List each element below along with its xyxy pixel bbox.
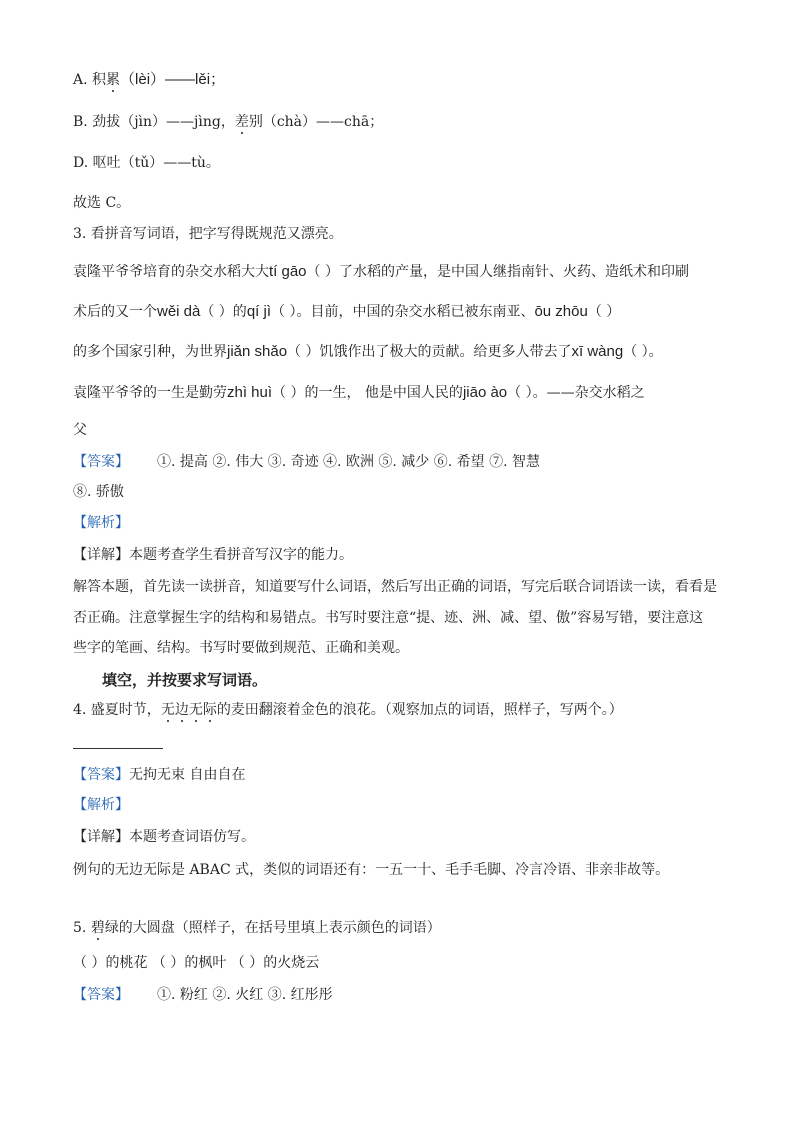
- q3-paragraph-line-3: [73, 342, 663, 362]
- option-d-line: D. 呕吐（tǔ）——tù。: [73, 155, 220, 171]
- answer-3-line: [73, 452, 540, 472]
- answer-5-text: ①. 粉红 ②. 火红 ③. 红彤彤: [157, 987, 333, 1003]
- answer-blank-line: [73, 748, 163, 749]
- section-heading: 填空，并按要求写词语。: [102, 671, 268, 689]
- q3-paragraph-line-1: [73, 262, 689, 282]
- option-a-post: （lèi）——lěi；: [120, 71, 226, 88]
- text: 的多个国家引种，为世界: [73, 344, 227, 360]
- explanation-line-2: 否正确。注意掌握生字的结构和易错点。书写时要注意“提、迹、洲、减、望、傲”容易写错，要注意这: [73, 610, 704, 626]
- text: （ ）。: [623, 344, 663, 360]
- text: （ ）。目前，中国的杂交水稻已被东南亚、: [271, 304, 535, 320]
- option-b-pre: B. 劲拔（jìn）——jìng，: [73, 114, 235, 130]
- dotted-char: 碧: [90, 920, 105, 936]
- pinyin: ōu zhōu: [534, 303, 588, 320]
- question-5-line: [73, 918, 441, 938]
- answer-label: 【答案】: [73, 767, 129, 783]
- conclusion-line: 故选 C。: [73, 195, 131, 211]
- pinyin: jiǎn shǎo: [227, 343, 288, 360]
- question-3-title: 3. 看拼音写词语，把字写得既规范又漂亮。: [73, 226, 343, 242]
- text: （ ）的: [200, 304, 247, 320]
- detail-2-line: [73, 827, 255, 847]
- option-b-line: [73, 112, 383, 132]
- answer-label: 【答案】: [73, 454, 129, 470]
- dotted-char: 边: [174, 702, 189, 718]
- dotted-char: 累: [106, 72, 121, 88]
- text: （ ）饥饿作出了极大的贡献。给更多人带去了: [287, 344, 572, 360]
- pinyin: jiāo ào: [462, 384, 508, 401]
- analysis-label-2: 【解析】: [73, 797, 129, 813]
- text: （ ）的一生， 他是中国人民的: [272, 385, 463, 401]
- text: （ ）: [587, 304, 621, 320]
- option-b-post: 别（chà）——chā；: [248, 114, 384, 130]
- answer-4-line: [73, 765, 245, 785]
- text: 的麦田翻滚着金色的浪花。（观察加点的词语，照样子，写两个。）: [216, 702, 623, 718]
- explanation-line-3: 些字的笔画、结构。书写时要做到规范、正确和美观。: [73, 640, 409, 656]
- answer-3-continued: ⑧. 骄傲: [73, 484, 124, 500]
- pinyin: wěi dà: [157, 303, 201, 320]
- text: （ ）。——杂交水稻之: [507, 385, 645, 401]
- text: 袁隆平爷爷的一生是勤劳: [73, 385, 227, 401]
- pinyin: xī wàng: [571, 343, 624, 360]
- q3-paragraph-line-2: [73, 302, 620, 322]
- dotted-char: 无: [160, 702, 175, 718]
- text: 4. 盛夏时节，: [73, 702, 161, 718]
- dotted-char: 际: [202, 702, 217, 718]
- text: 5.: [73, 920, 91, 936]
- detail-1-text: 本题考查学生看拼音写汉字的能力。: [129, 547, 353, 563]
- text: 术后的又一个: [73, 304, 157, 320]
- analysis-label-1: 【解析】: [73, 515, 129, 531]
- q3-paragraph-line-5: 父: [73, 422, 87, 438]
- pinyin: zhì huì: [227, 384, 273, 401]
- explanation-line-1: 解答本题，首先读一读拼音，知道要写什么词语，然后写出正确的词语，写完后联合词语读一读，看看是: [73, 579, 717, 595]
- q3-paragraph-line-4: [73, 383, 645, 403]
- question-4-line: [73, 700, 623, 720]
- answer-label: 【答案】: [73, 987, 129, 1003]
- detail-1-line: [73, 545, 353, 565]
- option-a-pre: A. 积: [73, 72, 107, 88]
- detail-label: 【详解】: [73, 829, 129, 845]
- dotted-char: 无: [188, 702, 203, 718]
- pinyin: tí gāo: [269, 263, 307, 280]
- text: 袁隆平爷爷培育的杂交水稻大大: [73, 264, 269, 280]
- question-5-blanks: （ ）的桃花 （ ）的枫叶 （ ）的火烧云: [73, 955, 320, 971]
- answer-3-text: ①. 提高 ②. 伟大 ③. 奇迹 ④. 欧洲 ⑤. 减少 ⑥. 希望 ⑦. 智慧: [157, 454, 541, 470]
- dotted-char: 差: [234, 114, 249, 130]
- explanation-line-4: 例句的无边无际是 ABAC 式，类似的词语还有：一五一十、毛手毛脚、冷言冷语、非亲非故等。: [73, 862, 670, 878]
- answer-4-text: 无拘无束 自由自在: [129, 767, 246, 783]
- detail-2-text: 本题考查词语仿写。: [129, 829, 255, 845]
- answer-5-line: [73, 985, 333, 1005]
- pinyin: qí jì: [246, 303, 271, 320]
- text: （ ）了水稻的产量，是中国人继指南针、火药、造纸术和印刷: [306, 264, 689, 280]
- option-a-line: [73, 70, 225, 90]
- detail-label: 【详解】: [73, 547, 129, 563]
- text: 绿的大圆盘（照样子，在括号里填上表示颜色的词语）: [104, 920, 441, 936]
